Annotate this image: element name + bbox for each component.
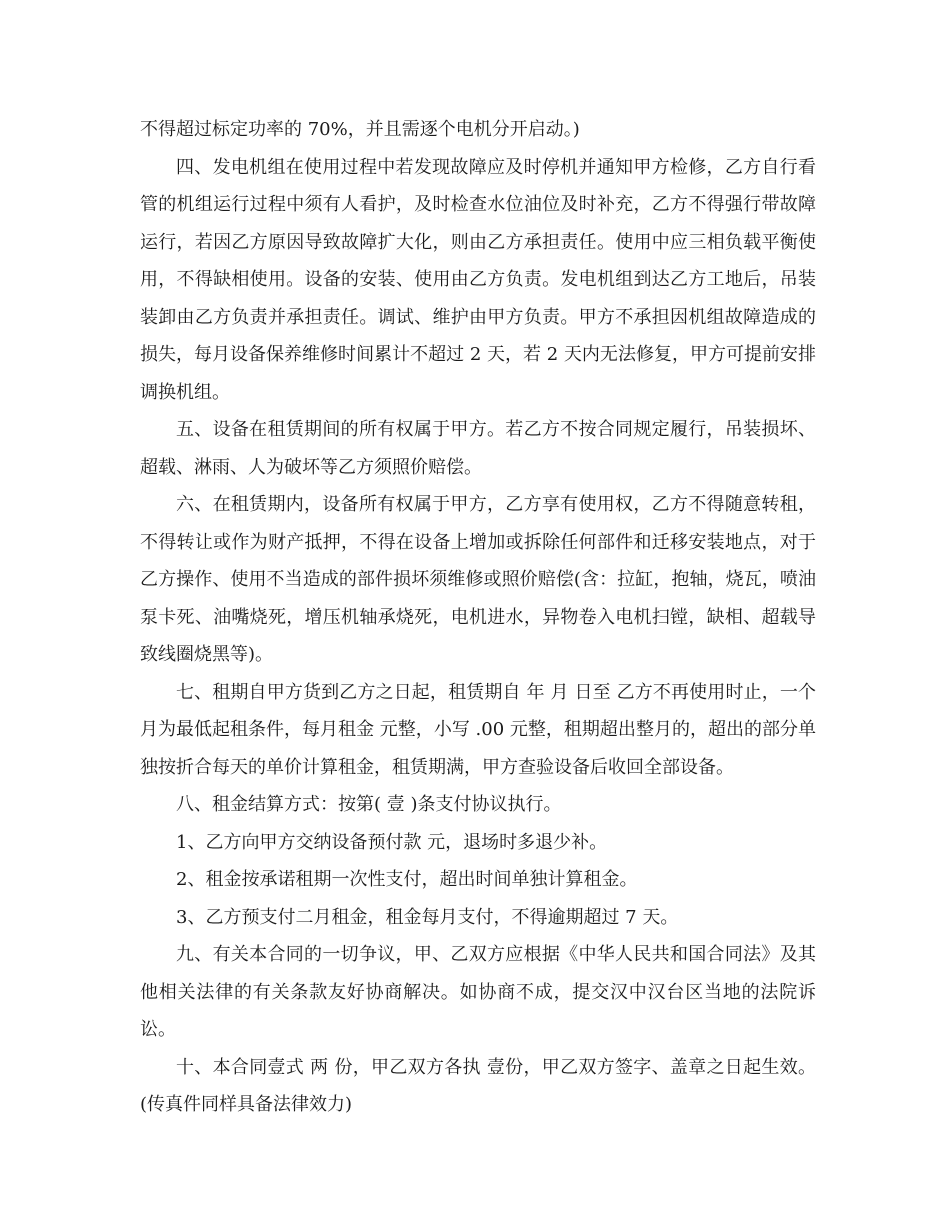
paragraph-clause-9: 九、有关本合同的一切争议，甲、乙双方应根据《中华人民共和国合同法》及其他相关法律的有关条款友好协商解决。如协商不成，提交汉中汉台区当地的法院诉讼。 <box>140 944 816 1040</box>
paragraph-clause-7: 七、租期自甲方货到乙方之日起，租赁期自 年 月 日至 乙方不再使用时止，一个月为最低起租条件，每月租金 元整，小写 .00 元整，租期超出整月的，超出的部分单独按折合每天的单价计算租金，租赁期满，甲方查验设备后收回全部设备。 <box>140 681 816 778</box>
paragraph-continuation: 不得超过标定功率的 70%，并且需逐个电机分开启动。) <box>140 119 580 140</box>
paragraph-clause-6: 六、在租赁期内，设备所有权属于甲方，乙方享有使用权，乙方不得随意转租，不得转让或作为财产抵押，不得在设备上增加或拆除任何部件和迁移安装地点，对于乙方操作、使用不当造成的部件损坏须维修或照价赔偿(含：拉缸，抱轴，烧瓦，喷油泵卡死、油嘴烧死，增压机轴承烧死，电机进水，异物卷入电机扫镗，缺相、超载导致线圈烧黑等)。 <box>140 494 816 665</box>
paragraph-clause-8-item-1: 1、乙方向甲方交纳设备预付款 元，退场时多退少补。 <box>176 831 608 853</box>
paragraph-clause-8-item-3: 3、乙方预支付二月租金，租金每月支付，不得逾期超过 7 天。 <box>176 906 679 928</box>
paragraph-clause-8-item-2: 2、租金按承诺租期一次性支付，超出时间单独计算租金。 <box>176 869 638 890</box>
paragraph-clause-10: 十、本合同壹式 两 份，甲乙双方各执 壹份，甲乙双方签字、盖章之日起生效。(传真件同样具备法律效力) <box>140 1056 816 1115</box>
paragraph-clause-4: 四、发电机组在使用过程中若发现故障应及时停机并通知甲方检修，乙方自行看管的机组运行过程中须有人看护，及时检查水位油位及时补充，乙方不得强行带故障运行，若因乙方原因导致故障扩大化，则由乙方承担责任。使用中应三相负载平衡使用，不得缺相使用。设备的安装、使用由乙方负责。发电机组到达乙方工地后，吊装装卸由乙方负责并承担责任。调试、维护由甲方负责。甲方不承担因机组故障造成的损失，每月设备保养维修时间累计不超过 2 天，若 2 天内无法修复，甲方可提前安排调换机组。 <box>140 156 816 403</box>
paragraph-clause-8: 八、租金结算方式：按第( 壹 )条支付协议执行。 <box>176 794 562 815</box>
paragraph-clause-5: 五、设备在租赁期间的所有权属于甲方。若乙方不按合同规定履行，吊装损坏、超载、淋雨、人为破坏等乙方须照价赔偿。 <box>140 419 816 478</box>
document-body <box>140 111 816 1124</box>
